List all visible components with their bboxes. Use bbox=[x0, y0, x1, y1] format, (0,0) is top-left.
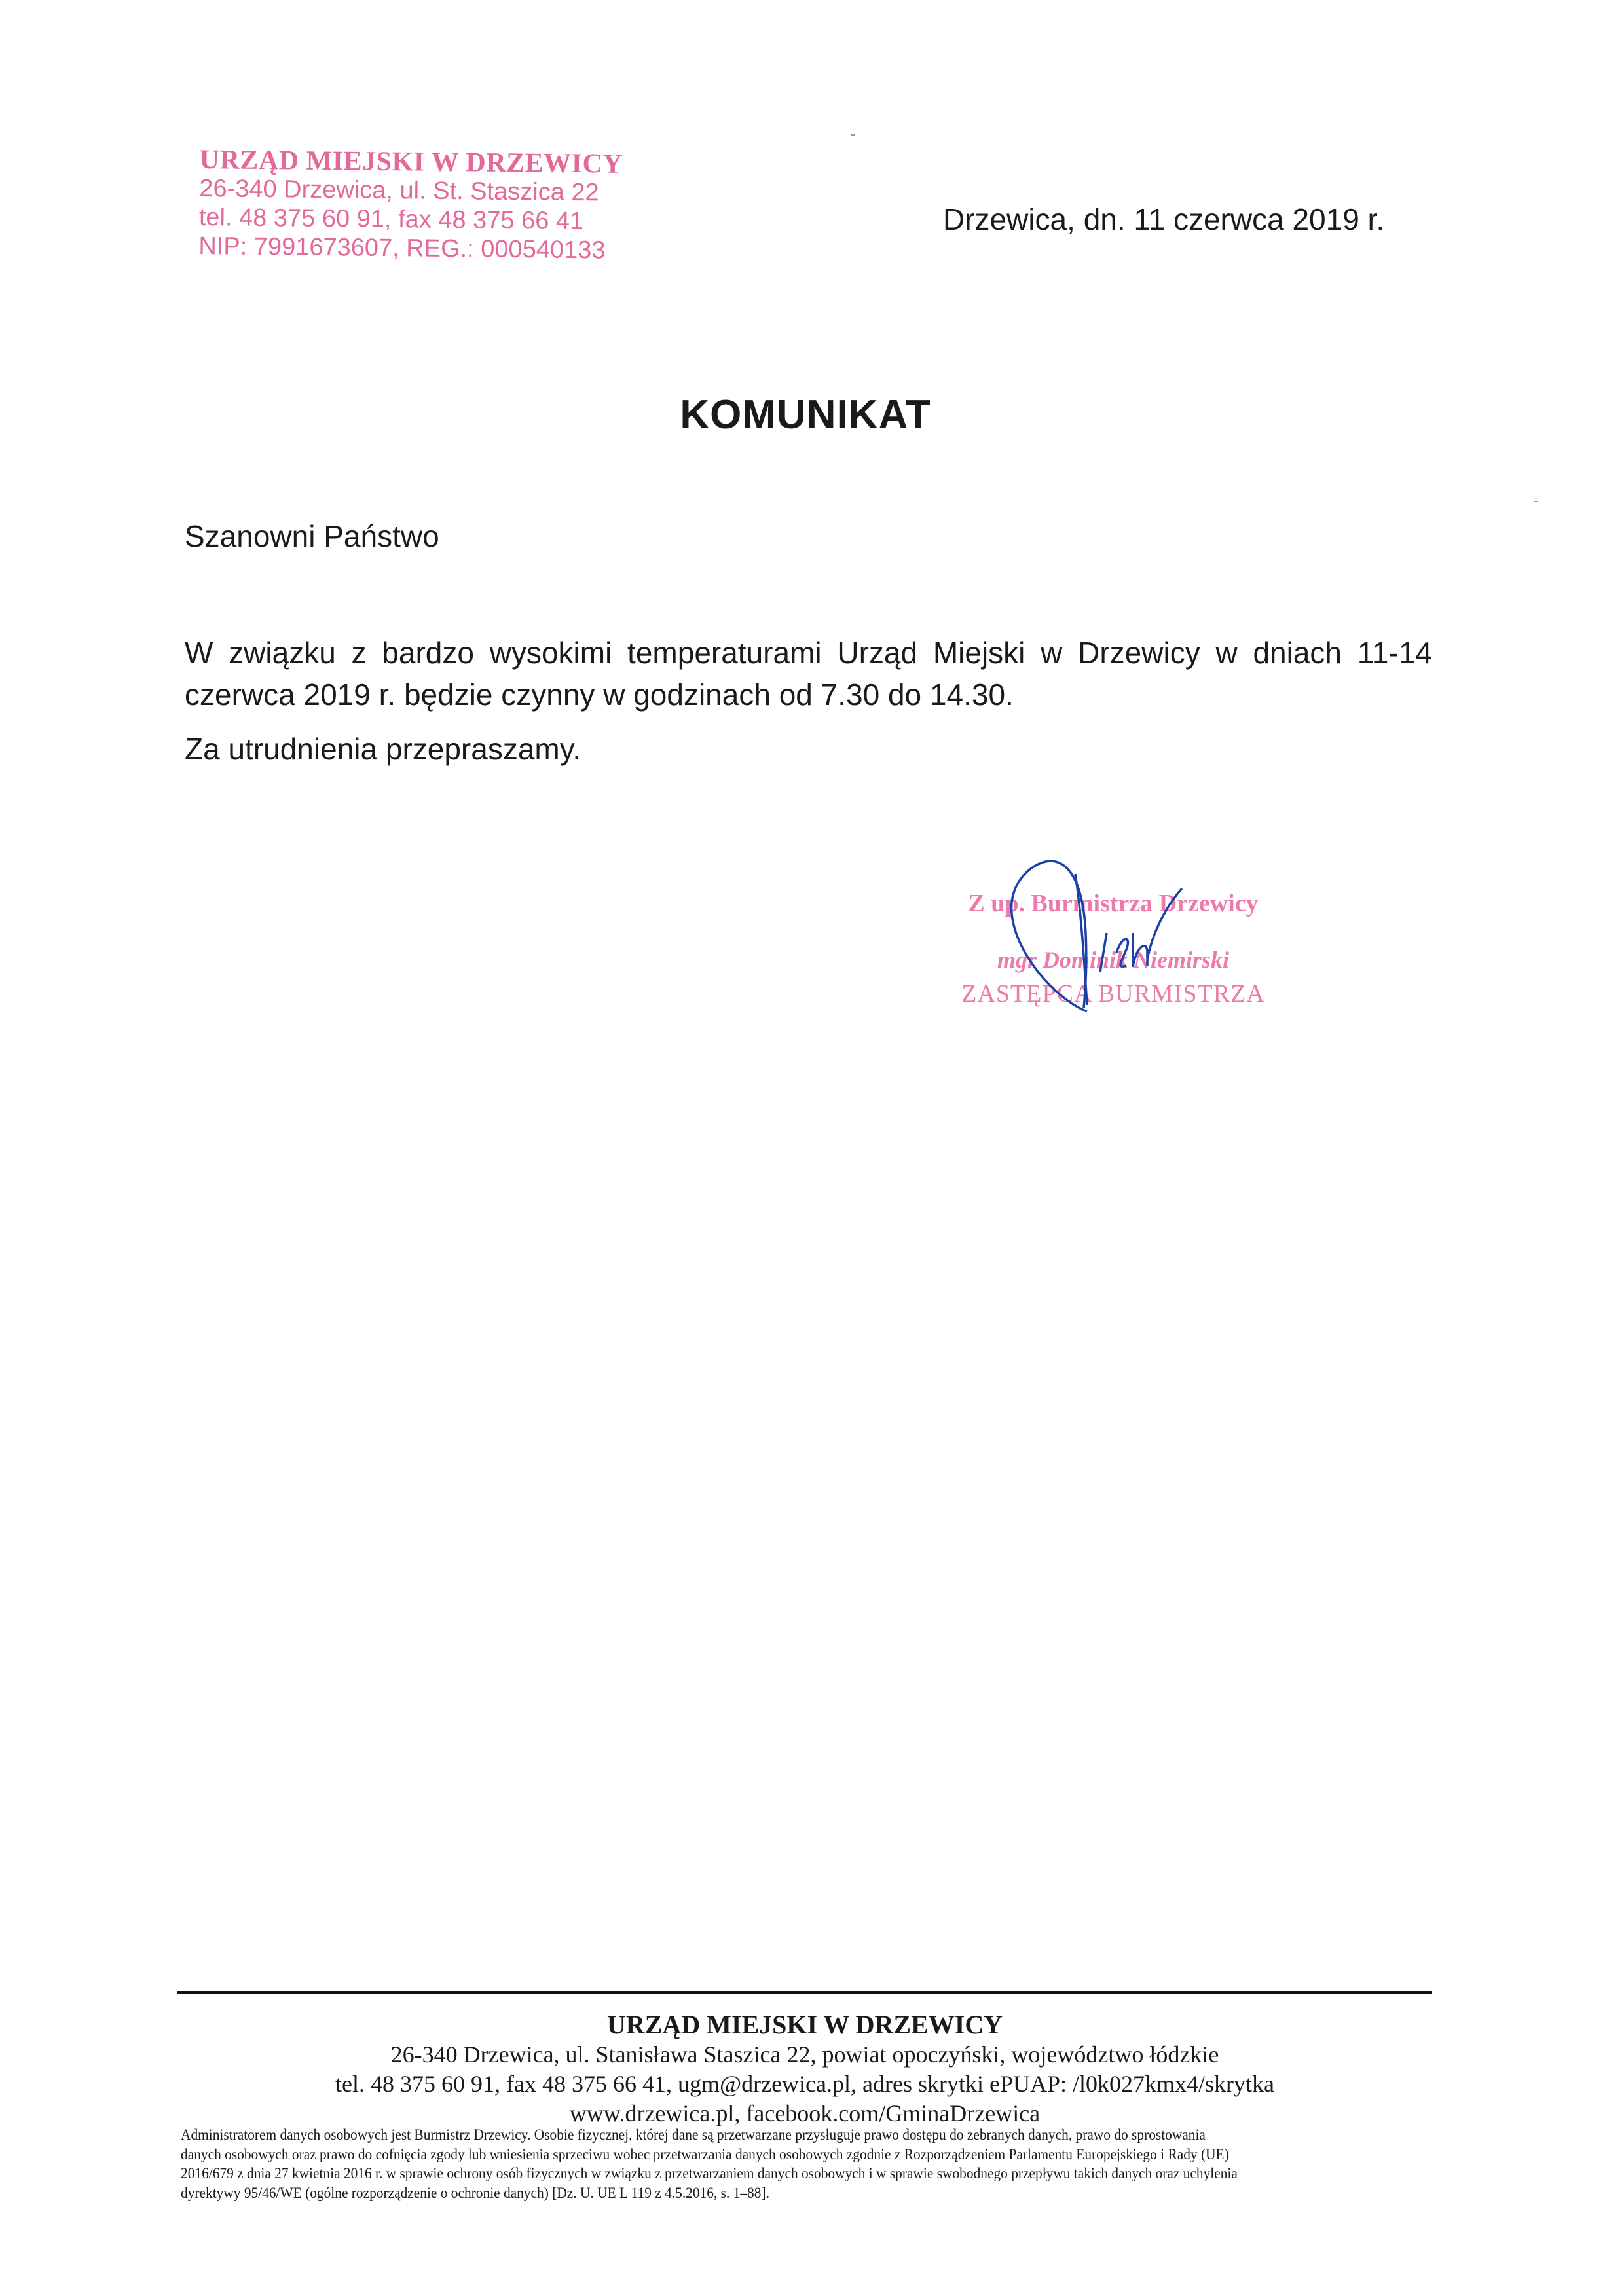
stamp-address: 26-340 Drzewica, ul. St. Staszica 22 bbox=[199, 174, 599, 207]
greeting: Szanowni Państwo bbox=[185, 519, 439, 553]
gdpr-notice bbox=[181, 2125, 1438, 2202]
body-paragraph: W związku z bardzo wysokimi temperaturami Urząd Miejski w Drzewicy w dniach 11-14 czerwca 2019 r. będzie czynny w godzinach od 7.30 do 14.30. bbox=[185, 636, 1432, 712]
footer bbox=[177, 2010, 1432, 2128]
gdpr-line: danych osobowych oraz prawo do cofnięcia zgody lub wniesienia sprzeciwu wobec przetwarzania danych osobowych zgodnie z Rozporządzeniem Parlamentu Europejskiego i Rady (UE) bbox=[181, 2145, 1229, 2162]
gdpr-line: Administratorem danych osobowych jest Burmistrz Drzewicy. Osobie fizycznej, której dane są przetwarzane przysługuje prawo dostępu do zebranych danych, prawo do sprostowania bbox=[181, 2126, 1206, 2143]
stamp-ids: NIP: 7991673607, REG.: 000540133 bbox=[198, 232, 606, 264]
footer-title: URZĄD MIEJSKI W DRZEWICY bbox=[606, 2010, 1003, 2039]
gdpr-line: 2016/679 z dnia 27 kwietnia 2016 r. w sprawie ochrony osób fizycznych w związku z przetwarzaniem danych osobowych i w sprawie swobodnego przepływu takich danych oraz uchylenia bbox=[181, 2165, 1238, 2181]
footer-divider bbox=[177, 1991, 1432, 1994]
office-stamp bbox=[198, 145, 623, 265]
footer-contact: tel. 48 375 60 91, fax 48 375 66 41, ugm@drzewica.pl, adres skrytki ePUAP: /l0k027kmx4/skrytka bbox=[335, 2071, 1274, 2097]
document-title bbox=[0, 392, 1624, 438]
scan-speck bbox=[1534, 501, 1538, 502]
footer-address: 26-340 Drzewica, ul. Stanisława Staszica 22, powiat opoczyński, województwo łódzkie bbox=[390, 2041, 1219, 2068]
date-line: Drzewica, dn. 11 czerwca 2019 r. bbox=[943, 202, 1385, 236]
signature-stamp-role: ZASTĘPCA BURMISTRZA bbox=[961, 980, 1265, 1008]
stamp-phone: tel. 48 375 60 91, fax 48 375 66 41 bbox=[198, 203, 584, 236]
handwritten-signature bbox=[976, 854, 1211, 1038]
footer-web: www.drzewica.pl, facebook.com/GminaDrzewica bbox=[569, 2100, 1041, 2126]
signature-stamp-name: mgr Dominik Niemirski bbox=[997, 947, 1230, 973]
document-title-text: KOMUNIKAT bbox=[680, 392, 931, 437]
apology: Za utrudnienia przepraszamy. bbox=[185, 732, 581, 766]
signature-stamp-line1: Z up. Burmistrza Drzewicy bbox=[968, 890, 1259, 917]
gdpr-line: dyrektywy 95/46/WE (ogólne rozporządzenie o ochronie danych) [Dz. U. UE L 119 z 4.5.2016, s. 1–88]. bbox=[181, 2184, 769, 2201]
scan-speck bbox=[851, 134, 855, 136]
stamp-title: URZĄD MIEJSKI W DRZEWICY bbox=[199, 145, 623, 179]
